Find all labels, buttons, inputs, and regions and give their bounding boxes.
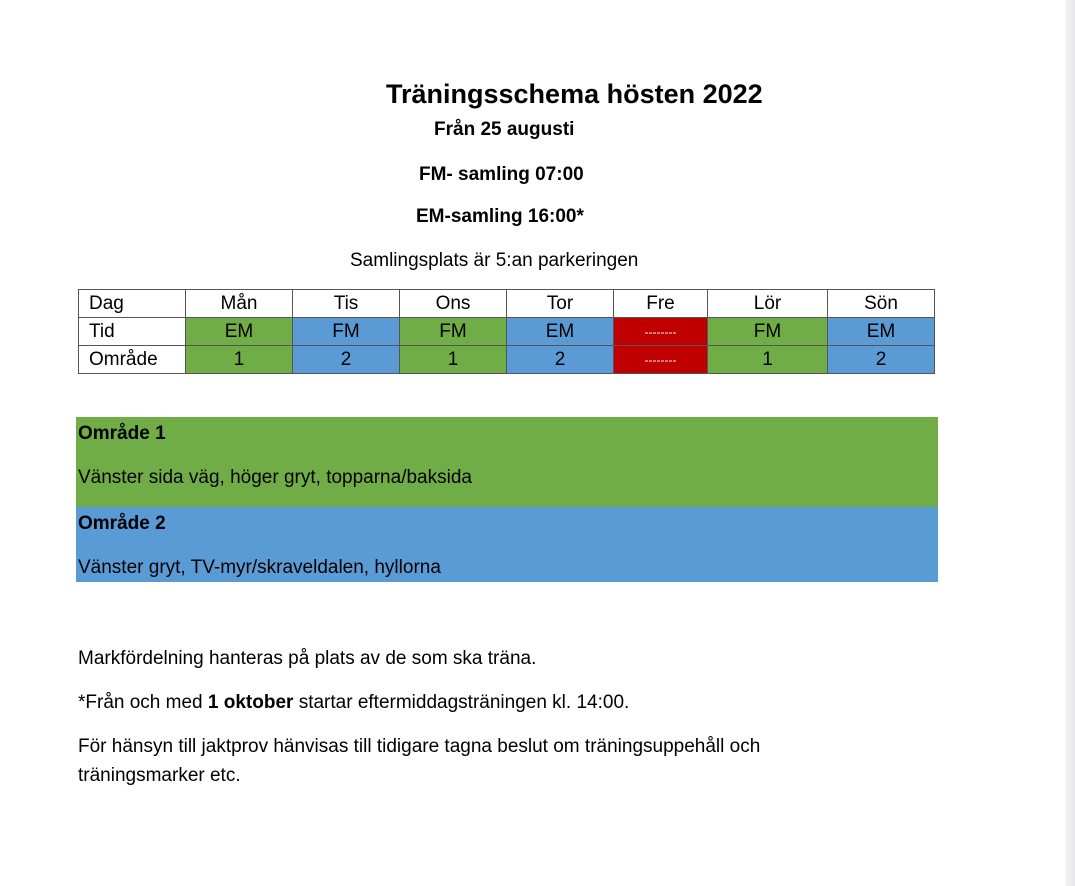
day-cell: Ons xyxy=(400,290,507,318)
time-cell-cancelled: -------- xyxy=(614,318,708,346)
area-1-description: Vänster sida väg, höger gryt, topparna/baksida xyxy=(78,467,472,488)
day-cell: Mån xyxy=(186,290,293,318)
note-field-allocation: Markfördelning hanteras på plats av de som ska träna. xyxy=(78,648,537,669)
area-2-description: Vänster gryt, TV-myr/skraveldalen, hyllorna xyxy=(78,557,441,578)
day-cell: Tor xyxy=(507,290,614,318)
table-row-time xyxy=(79,318,935,346)
time-cell: FM xyxy=(400,318,507,346)
gathering-place: Samlingsplats är 5:an parkeringen xyxy=(350,250,639,271)
area-1-heading: Område 1 xyxy=(78,423,166,444)
start-date: Från 25 augusti xyxy=(434,119,575,140)
note-october-change xyxy=(78,688,629,717)
area-cell: 2 xyxy=(828,346,935,374)
area-cell: 2 xyxy=(507,346,614,374)
table-row-area xyxy=(79,346,935,374)
time-cell: EM xyxy=(828,318,935,346)
time-cell: FM xyxy=(293,318,400,346)
schedule-table xyxy=(78,289,935,374)
day-cell: Fre xyxy=(614,290,708,318)
day-cell: Sön xyxy=(828,290,935,318)
area-cell: 2 xyxy=(293,346,400,374)
area-cell: 1 xyxy=(186,346,293,374)
day-cell: Tis xyxy=(293,290,400,318)
table-row-day xyxy=(79,290,935,318)
time-cell: FM xyxy=(708,318,828,346)
em-gathering-time: EM-samling 16:00* xyxy=(416,206,584,227)
row-label-day: Dag xyxy=(79,290,186,318)
page-title: Träningsschema hösten 2022 xyxy=(386,79,763,109)
area-2-block xyxy=(76,507,938,582)
area-1-block xyxy=(76,417,938,507)
time-cell: EM xyxy=(507,318,614,346)
day-cell: Lör xyxy=(708,290,828,318)
area-cell: 1 xyxy=(708,346,828,374)
fm-gathering-time: FM- samling 07:00 xyxy=(419,164,584,185)
note-october-suffix: startar eftermiddagsträningen kl. 14:00. xyxy=(293,692,630,713)
row-label-area: Område xyxy=(79,346,186,374)
page-right-edge xyxy=(1065,0,1075,886)
note-october-date: 1 oktober xyxy=(207,692,294,713)
row-label-time: Tid xyxy=(79,318,186,346)
note-hunting-trials: För hänsyn till jaktprov hänvisas till tidigare tagna beslut om träningsuppehåll och träningsmarker etc. xyxy=(78,736,761,786)
area-cell-cancelled: -------- xyxy=(614,346,708,374)
time-cell: EM xyxy=(186,318,293,346)
area-2-heading: Område 2 xyxy=(78,513,166,534)
area-cell: 1 xyxy=(400,346,507,374)
note-october-prefix: *Från och med xyxy=(78,692,208,713)
